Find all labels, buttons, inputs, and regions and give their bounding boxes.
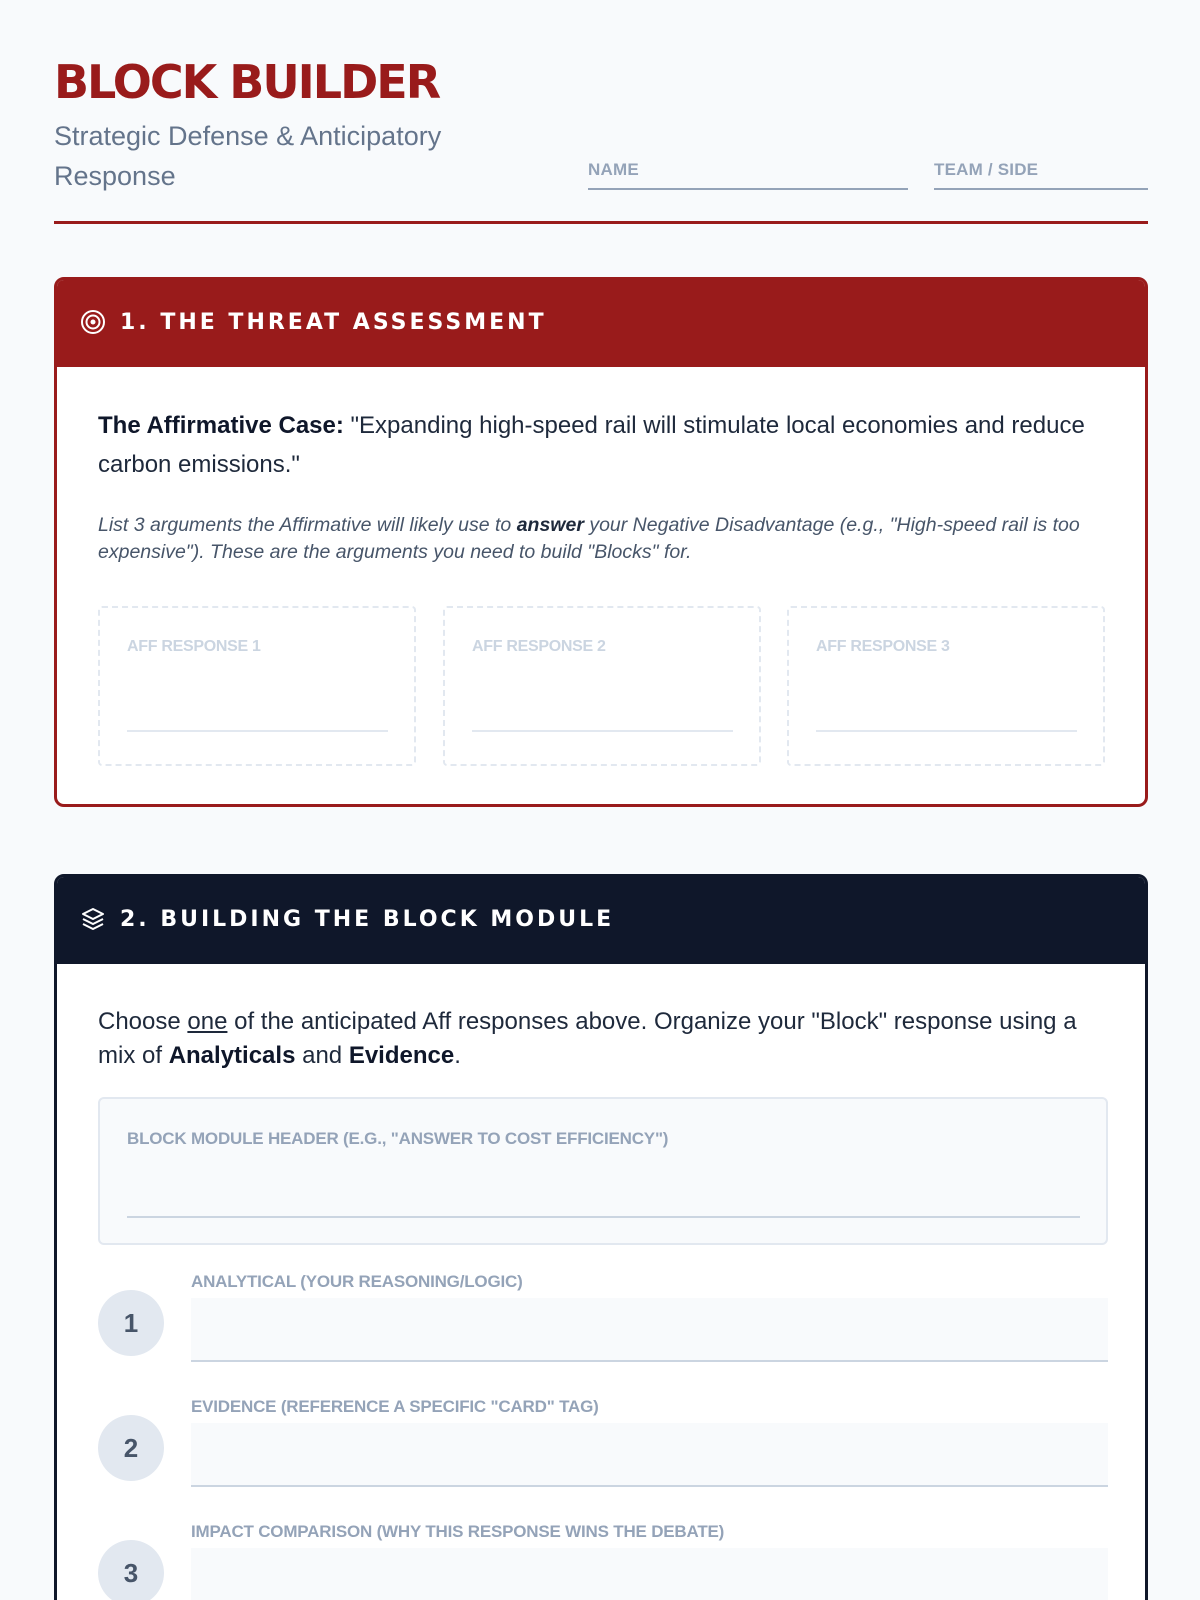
module-header-label: BLOCK MODULE HEADER (E.G., "ANSWER TO COST EFFICIENCY") xyxy=(127,1129,669,1148)
intro-text: . xyxy=(454,1042,461,1069)
threat-assessment-section xyxy=(54,277,1148,807)
block-module-header-field[interactable] xyxy=(98,1097,1108,1245)
writing-line xyxy=(127,1216,1080,1218)
evidence-input[interactable] xyxy=(191,1423,1108,1487)
intro-text: and xyxy=(295,1042,349,1069)
name-field[interactable]: NAME xyxy=(588,160,908,190)
block-module-header xyxy=(54,874,1148,964)
aff-response-label: AFF RESPONSE 2 xyxy=(472,638,606,655)
instruction-text: your Negative Disadvantage (e.g., "High-speed rail is too expensive"). These are the arguments you need to build "Blocks" for. xyxy=(98,514,1080,563)
page-subtitle: Strategic Defense & Anticipatory Response xyxy=(54,121,442,191)
aff-response-1-box[interactable] xyxy=(98,606,416,766)
step-label: IMPACT COMPARISON (WHY THIS RESPONSE WINS THE DEBATE) xyxy=(191,1522,725,1541)
step-evidence xyxy=(98,1397,1108,1507)
block-module-section xyxy=(54,874,1148,1600)
step-label: EVIDENCE (REFERENCE A SPECIFIC "CARD" TAG) xyxy=(191,1397,599,1416)
block-module-title: 2. BUILDING THE BLOCK MODULE xyxy=(120,906,615,932)
step-analytical xyxy=(98,1272,1108,1382)
aff-response-3-box[interactable] xyxy=(787,606,1105,766)
step-number: 2 xyxy=(98,1415,164,1481)
team-side-field[interactable]: TEAM / SIDE xyxy=(934,160,1148,190)
aff-response-label: AFF RESPONSE 3 xyxy=(816,638,950,655)
layers-icon xyxy=(80,906,106,932)
intro-bold: Analyticals xyxy=(168,1042,296,1069)
writing-line xyxy=(472,730,733,732)
aff-response-label: AFF RESPONSE 1 xyxy=(127,638,261,655)
instruction-text: List 3 arguments the Affirmative will likely use to xyxy=(98,514,517,536)
page-header xyxy=(54,56,1148,224)
step-number: 1 xyxy=(98,1290,164,1356)
intro-underline: one xyxy=(187,1008,228,1035)
page-title: BLOCK BUILDER xyxy=(54,55,440,109)
intro-bold: Evidence xyxy=(348,1042,455,1069)
case-label: The Affirmative Case: xyxy=(98,412,344,439)
instruction-emphasis: answer xyxy=(516,514,584,536)
block-module-intro xyxy=(98,1005,1108,1073)
aff-response-2-box[interactable] xyxy=(443,606,761,766)
writing-line xyxy=(816,730,1077,732)
step-impact-comparison xyxy=(98,1522,1108,1600)
impact-comparison-input[interactable] xyxy=(191,1548,1108,1600)
threat-assessment-title: 1. THE THREAT ASSESSMENT xyxy=(120,309,547,335)
analytical-input[interactable] xyxy=(191,1298,1108,1362)
step-number: 3 xyxy=(98,1540,164,1600)
threat-instructions xyxy=(98,512,1098,566)
case-text: "Expanding high-speed rail will stimulate local economies and reduce carbon emissions." xyxy=(98,412,1085,478)
step-label: ANALYTICAL (YOUR REASONING/LOGIC) xyxy=(191,1272,523,1291)
intro-text: of the anticipated Aff responses above. Organize your "Block" response using a mix of xyxy=(98,1008,1077,1069)
writing-line xyxy=(127,730,388,732)
threat-assessment-header xyxy=(54,277,1148,367)
target-icon xyxy=(80,309,106,335)
affirmative-case xyxy=(98,406,1088,484)
intro-text: Choose xyxy=(98,1008,188,1035)
